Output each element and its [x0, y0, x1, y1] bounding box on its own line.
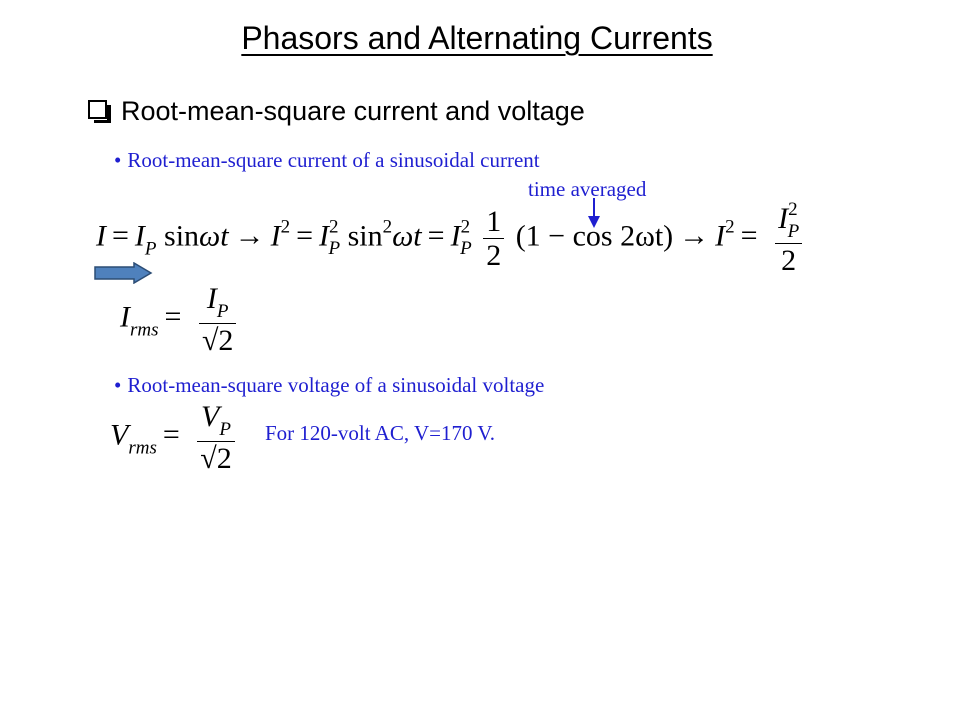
numerator: 1 — [486, 204, 502, 238]
equals: = — [164, 300, 182, 334]
equals: = — [162, 418, 180, 452]
bullet-rms-current-text: Root-mean-square current of a sinusoidal current — [127, 148, 540, 172]
section-heading — [88, 96, 585, 127]
var-V: V — [201, 400, 220, 433]
implies-arrow-icon — [94, 262, 154, 284]
denominator: 2 — [486, 238, 502, 272]
sup-2: 2 — [460, 216, 471, 238]
sub-P: P — [328, 238, 341, 260]
sup-2: 2 — [280, 216, 291, 238]
var-I: I — [319, 219, 329, 253]
sup-2: 2 — [329, 216, 339, 238]
var-I: I — [120, 300, 130, 334]
var-I: I — [778, 202, 789, 235]
numerator — [199, 282, 236, 323]
equals: = — [112, 219, 129, 253]
var-I: I — [96, 219, 106, 253]
time-averaged-label: time averaged — [528, 177, 647, 201]
sup-2: 2 — [382, 216, 393, 238]
denominator: 2 — [781, 243, 797, 277]
sin: sin — [347, 219, 383, 253]
var-V: V — [110, 418, 129, 452]
fraction-vp-over-sqrt2 — [197, 400, 234, 475]
sub-P: P — [219, 419, 231, 440]
irms-equation — [120, 282, 240, 357]
checkbox-bullet-icon — [88, 100, 107, 119]
arrow-to: → — [234, 219, 265, 253]
var-I: I — [270, 219, 281, 253]
bullet-rms-voltage — [114, 373, 544, 398]
var-I: I — [450, 219, 461, 253]
equals: = — [740, 219, 758, 253]
omega-t: ωt — [199, 219, 229, 253]
rms-current-derivation — [96, 200, 806, 277]
fraction-one-half — [483, 205, 504, 272]
omega-t: ωt — [392, 219, 422, 253]
sub-P: P — [216, 301, 229, 322]
sup-2: 2 — [725, 216, 735, 238]
section-heading-text: Root-mean-square current and voltage — [121, 96, 585, 126]
slide-title: Phasors and Alternating Currents — [241, 20, 713, 56]
equals: = — [296, 219, 313, 253]
voltage-note: For 120-volt AC, V=170 V. — [265, 421, 496, 445]
bullet-icon: • — [114, 373, 122, 397]
denominator-sqrt2: √2 — [201, 323, 234, 357]
sub-P: P — [787, 221, 800, 242]
denominator-sqrt2: √2 — [200, 441, 232, 475]
sub-P: P — [460, 238, 472, 260]
sin: sin — [164, 219, 200, 253]
sub-rms: rms — [128, 437, 157, 459]
var-I: I — [715, 219, 726, 253]
equals: = — [427, 219, 445, 253]
fraction-ip2-over-2 — [775, 200, 802, 277]
vrms-equation — [110, 400, 239, 475]
sub-rms: rms — [130, 319, 159, 341]
bullet-rms-voltage-text: Root-mean-square voltage of a sinusoidal voltage — [127, 373, 545, 397]
var-I: I — [206, 282, 217, 315]
var-I: I — [134, 219, 145, 253]
sub-P: P — [144, 238, 157, 260]
numerator — [775, 200, 802, 243]
sup-2: 2 — [788, 199, 798, 220]
fraction-ip-over-sqrt2 — [199, 282, 236, 357]
bullet-rms-current — [114, 148, 540, 173]
numerator — [197, 400, 234, 441]
bullet-icon: • — [114, 148, 122, 172]
arrow-to: → — [679, 219, 710, 253]
paren-expression: (1 − cos 2ωt) — [515, 219, 674, 253]
